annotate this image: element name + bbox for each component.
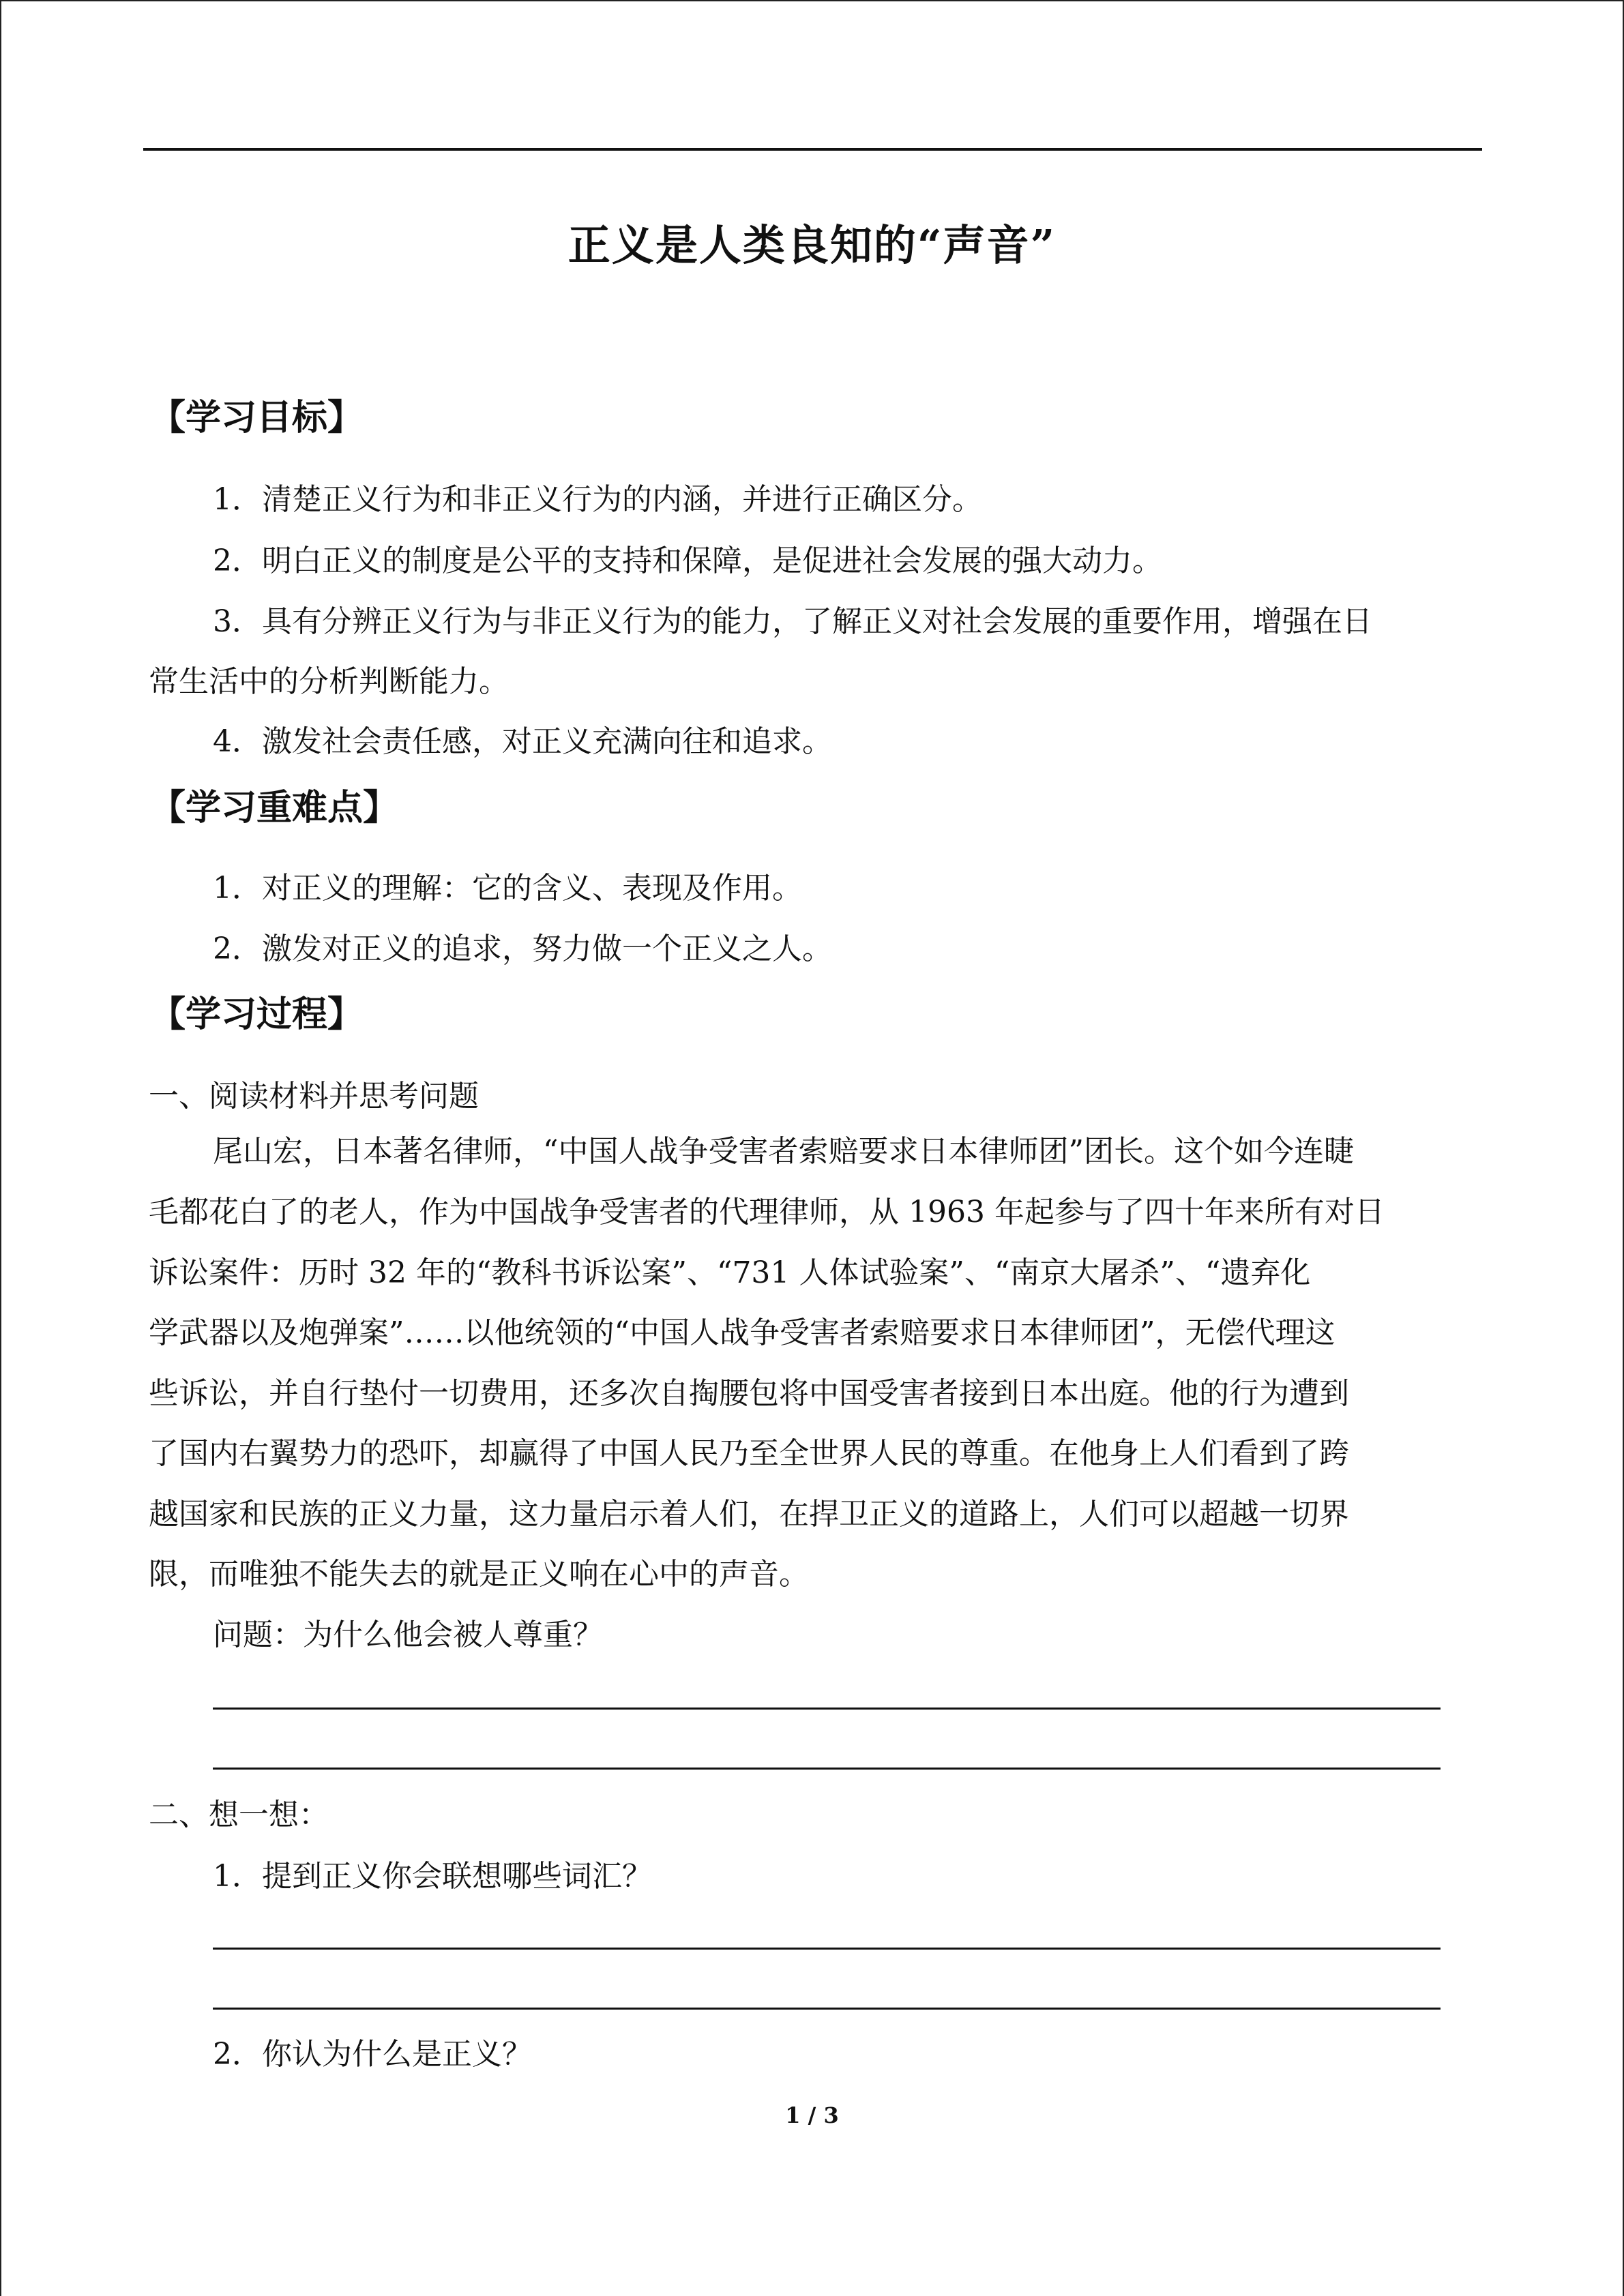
objective-item-2: 2．明白正义的制度是公平的支持和保障，是促进社会发展的强大动力。 [213,543,1162,578]
objectives-heading: 【学习目标】 [150,397,364,438]
key-point-item-1: 1．对正义的理解：它的含义、表现及作用。 [213,871,802,906]
objective-item-3-continued: 常生活中的分析判断能力。 [149,664,509,699]
question-1: 问题：为什么他会被人尊重？ [213,1617,603,1652]
part1-title: 一、阅读材料并思考问题 [149,1079,479,1114]
answer-line[interactable] [213,1768,1441,1770]
header-rule [143,148,1482,151]
objective-item-4: 4．激发社会责任感，对正义充满向往和追求。 [213,724,832,759]
answer-line[interactable] [213,1948,1441,1950]
part2-title: 二、想一想： [149,1798,329,1832]
passage-line: 诉讼案件：历时 32 年的“教科书诉讼案”、“731 人体试验案”、“南京大屠杀”、“遗弃化 [149,1255,1311,1290]
page-number: 1 / 3 [785,2102,839,2128]
question-2-1: 1．提到正义你会联想哪些词汇？ [213,1859,652,1894]
objective-item-3: 3．具有分辨正义行为与非正义行为的能力，了解正义对社会发展的重要作用，增强在日 [213,604,1372,639]
process-heading: 【学习过程】 [150,994,364,1035]
key-point-item-2: 2．激发对正义的追求，努力做一个正义之人。 [213,931,832,966]
answer-line[interactable] [213,2008,1441,2010]
passage-line: 尾山宏，日本著名律师，“中国人战争受害者索赔要求日本律师团”团长。这个如今连睫 [213,1134,1354,1169]
document-title: 正义是人类良知的“声音” [567,220,1057,270]
key-points-heading: 【学习重难点】 [150,787,399,829]
passage-line: 学武器以及炮弹案”……以他统领的“中国人战争受害者索赔要求日本律师团”，无偿代理这 [149,1315,1335,1350]
objective-item-1: 1．清楚正义行为和非正义行为的内涵，并进行正确区分。 [213,482,982,517]
passage-line: 越国家和民族的正义力量，这力量启示着人们，在捍卫正义的道路上，人们可以超越一切界 [149,1497,1349,1532]
answer-line[interactable] [213,1708,1441,1710]
passage-line: 了国内右翼势力的恐吓，却赢得了中国人民乃至全世界人民的尊重。在他身上人们看到了跨 [149,1436,1349,1471]
passage-line: 限，而唯独不能失去的就是正义响在心中的声音。 [149,1557,809,1592]
passage-line: 些诉讼，并自行垫付一切费用，还多次自掏腰包将中国受害者接到日本出庭。他的行为遭到 [149,1376,1349,1411]
question-2-2: 2．你认为什么是正义？ [213,2037,532,2072]
passage-line: 毛都花白了的老人，作为中国战争受害者的代理律师，从 1963 年起参与了四十年来所有对日 [149,1195,1385,1229]
